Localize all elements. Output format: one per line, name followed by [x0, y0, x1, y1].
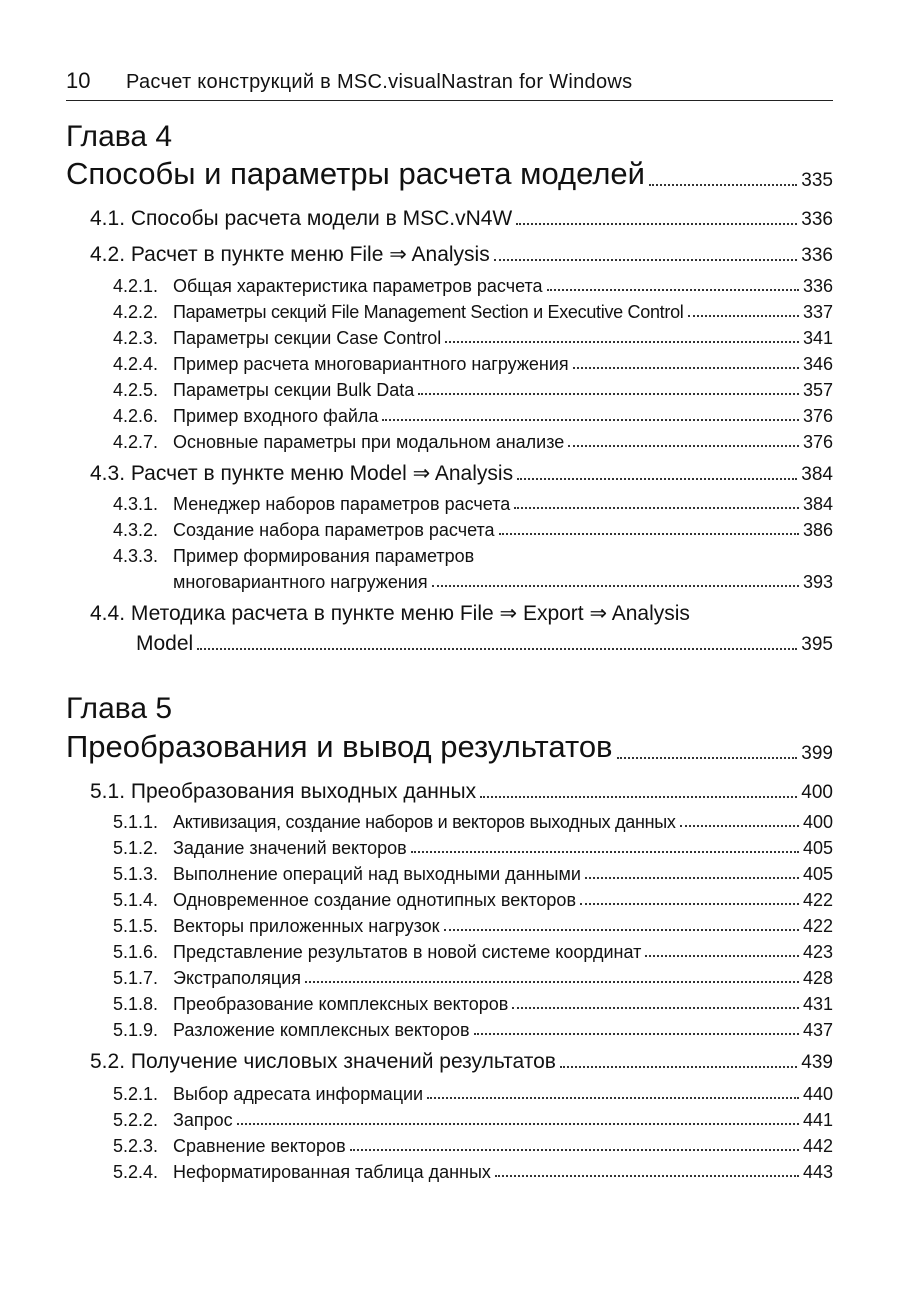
toc-entry-4-2[interactable] — [90, 242, 833, 267]
toc-entry-4-2-7[interactable] — [113, 432, 833, 453]
page-ref: 423 — [802, 942, 833, 962]
entry-title: Сравнение векторов — [173, 1136, 346, 1156]
page-ref: 386 — [802, 520, 833, 540]
leader-dots — [432, 585, 799, 587]
entry-title: Общая характеристика параметров расчета — [173, 276, 543, 296]
entry-title: Пример формирования параметров — [173, 546, 475, 566]
entry-number: 4.2.3. — [113, 328, 159, 348]
toc-entry-4-3-3-line1[interactable] — [113, 546, 833, 567]
page-ref: 400 — [801, 782, 833, 803]
leader-dots — [411, 851, 799, 853]
page-ref: 336 — [801, 209, 833, 230]
chapter-5-title[interactable] — [66, 729, 833, 765]
leader-dots — [617, 757, 798, 759]
entry-title: Задание значений векторов — [173, 838, 407, 858]
leader-dots — [494, 259, 798, 261]
page-ref: 431 — [802, 994, 833, 1014]
entry-title: Параметры секции Bulk Data — [173, 380, 415, 400]
leader-dots — [573, 367, 799, 369]
chapter-title-text: Преобразования и вывод результатов — [66, 729, 613, 764]
entry-title: Одновременное создание однотипных векторов — [173, 890, 577, 910]
section-title: 5.1. Преобразования выходных данных — [90, 780, 477, 803]
entry-number: 5.1.6. — [113, 942, 159, 962]
entry-number: 4.3.2. — [113, 520, 159, 540]
toc-entry-5-1-5[interactable] — [113, 916, 833, 937]
entry-title-continued: многовариантного нагружения — [173, 572, 428, 592]
toc-entry-4-4-line1[interactable]: 4.4. Методика расчета в пункте меню File ⇒ Export ⇒ Analysis — [90, 602, 690, 625]
page-ref: 393 — [802, 572, 833, 592]
toc-entry-4-2-6[interactable] — [113, 406, 833, 427]
toc-entry-5-1-1[interactable] — [113, 812, 833, 833]
toc-entry-4-3[interactable] — [90, 461, 833, 486]
leader-dots — [444, 929, 799, 931]
leader-dots — [197, 648, 797, 650]
leader-dots — [499, 533, 799, 535]
leader-dots — [418, 393, 799, 395]
entry-number: 4.3.3. — [113, 546, 159, 566]
entry-title: Параметры секций File Management Section и Executive Control — [173, 302, 684, 322]
leader-dots — [580, 903, 799, 905]
entry-title: Запрос — [173, 1110, 233, 1130]
running-header — [66, 66, 833, 101]
entry-number: 4.2.4. — [113, 354, 159, 374]
toc-entry-5-1-8[interactable] — [113, 994, 833, 1015]
entry-title: Неформатированная таблица данных — [173, 1162, 491, 1182]
leader-dots — [237, 1123, 799, 1125]
page-ref: 441 — [802, 1110, 833, 1130]
entry-number: 4.2.7. — [113, 432, 159, 452]
page-ref: 399 — [801, 743, 833, 764]
leader-dots — [680, 825, 799, 827]
entry-number: 5.1.3. — [113, 864, 159, 884]
page-ref: 422 — [802, 890, 833, 910]
leader-dots — [427, 1097, 799, 1099]
section-title: 4.3. Расчет в пункте меню Model ⇒ Analysis — [90, 462, 514, 485]
leader-dots — [568, 445, 799, 447]
entry-title: Параметры секции Case Control — [173, 328, 442, 348]
toc-entry-5-1-6[interactable] — [113, 942, 833, 963]
leader-dots — [514, 507, 799, 509]
entry-title: Преобразование комплексных векторов — [173, 994, 509, 1014]
toc-entry-4-2-4[interactable] — [113, 354, 833, 375]
entry-title: Активизация, создание наборов и векторов выходных данных — [173, 812, 676, 832]
entry-number: 5.2.1. — [113, 1084, 159, 1104]
leader-dots — [688, 315, 799, 317]
entry-number: 4.2.2. — [113, 302, 159, 322]
page-ref: 443 — [802, 1162, 833, 1182]
page-ref: 384 — [801, 464, 833, 485]
entry-number: 5.1.5. — [113, 916, 159, 936]
section-title: 5.2. Получение числовых значений результатов — [90, 1050, 556, 1073]
leader-dots — [495, 1175, 799, 1177]
leader-dots — [382, 419, 799, 421]
page-ref: 442 — [802, 1136, 833, 1156]
page-ref: 336 — [801, 245, 833, 266]
chapter-title-text: Способы и параметры расчета моделей — [66, 156, 645, 191]
page-ref: 335 — [801, 170, 833, 191]
entry-title: Выполнение операций над выходными данными — [173, 864, 581, 884]
page-ref: 422 — [802, 916, 833, 936]
leader-dots — [480, 796, 797, 798]
entry-number: 4.2.5. — [113, 380, 159, 400]
entry-title: Представление результатов в новой системе координат — [173, 942, 642, 962]
toc-entry-4-1[interactable] — [90, 207, 833, 231]
section-title: 4.2. Расчет в пункте меню File ⇒ Analysis — [90, 243, 490, 266]
entry-number: 4.2.1. — [113, 276, 159, 296]
toc-entry-4-2-3[interactable] — [113, 328, 833, 349]
section-title: 4.1. Способы расчета модели в MSC.vN4W — [90, 207, 513, 230]
toc-entry-5-1-7[interactable] — [113, 968, 833, 989]
page-number: 10 — [66, 68, 91, 93]
page-ref: 400 — [802, 812, 833, 832]
page-ref: 341 — [802, 328, 833, 348]
entry-number: 5.1.2. — [113, 838, 159, 858]
leader-dots — [585, 877, 799, 879]
toc-entry-5-1[interactable] — [90, 780, 833, 804]
chapter-4-title[interactable] — [66, 156, 833, 192]
entry-number: 4.3.1. — [113, 494, 159, 514]
entry-number: 5.2.2. — [113, 1110, 159, 1130]
leader-dots — [547, 289, 799, 291]
leader-dots — [649, 184, 797, 186]
toc-entry-4-2-2[interactable] — [113, 302, 833, 323]
toc-entry-4-4-line2[interactable] — [136, 632, 833, 656]
toc-entry-5-2-4[interactable] — [113, 1162, 833, 1183]
page-ref: 346 — [802, 354, 833, 374]
page-ref: 357 — [802, 380, 833, 400]
toc-entry-5-1-3[interactable] — [113, 864, 833, 885]
toc-entry-5-2-3[interactable] — [113, 1136, 833, 1157]
entry-title: Пример расчета многовариантного нагружения — [173, 354, 569, 374]
entry-number: 5.1.9. — [113, 1020, 159, 1040]
toc-entry-4-3-1[interactable] — [113, 494, 833, 515]
entry-title: Векторы приложенных нагрузок — [173, 916, 440, 936]
entry-title: Основные параметры при модальном анализе — [173, 432, 565, 452]
leader-dots — [474, 1033, 799, 1035]
toc-entry-5-2-2[interactable] — [113, 1110, 833, 1131]
toc-entry-5-1-9[interactable] — [113, 1020, 833, 1041]
toc-entry-4-3-3-line2[interactable] — [173, 572, 833, 593]
toc-entry-4-2-1[interactable] — [113, 276, 833, 297]
chapter-4-label: Глава 4 — [66, 120, 173, 153]
toc-entry-4-3-2[interactable] — [113, 520, 833, 541]
page-ref: 384 — [802, 494, 833, 514]
leader-dots — [517, 478, 797, 480]
running-title: Расчет конструкций в MSC.visualNastran for Windows — [126, 71, 633, 93]
toc-entry-5-1-4[interactable] — [113, 890, 833, 911]
leader-dots — [350, 1149, 799, 1151]
toc-entry-5-1-2[interactable] — [113, 838, 833, 859]
page-ref: 405 — [802, 864, 833, 884]
page-ref: 376 — [802, 406, 833, 426]
entry-title: Создание набора параметров расчета — [173, 520, 495, 540]
page-ref: 428 — [802, 968, 833, 988]
entry-title: Выбор адресата информации — [173, 1084, 424, 1104]
entry-number: 5.2.4. — [113, 1162, 159, 1182]
page-ref: 440 — [802, 1084, 833, 1104]
entry-title: Менеджер наборов параметров расчета — [173, 494, 511, 514]
leader-dots — [305, 981, 799, 983]
entry-title: Пример входного файла — [173, 406, 379, 426]
toc-entry-4-2-5[interactable] — [113, 380, 833, 401]
page-ref: 405 — [802, 838, 833, 858]
leader-dots — [560, 1066, 797, 1068]
page-ref: 439 — [801, 1052, 833, 1073]
leader-dots — [645, 955, 799, 957]
toc-entry-5-2[interactable] — [90, 1050, 833, 1074]
toc-entry-5-2-1[interactable] — [113, 1084, 833, 1105]
entry-number: 5.1.4. — [113, 890, 159, 910]
leader-dots — [512, 1007, 799, 1009]
page-ref: 337 — [802, 302, 833, 322]
entry-number: 5.1.8. — [113, 994, 159, 1014]
entry-number: 5.1.7. — [113, 968, 159, 988]
entry-number: 4.2.6. — [113, 406, 159, 426]
page-ref: 376 — [802, 432, 833, 452]
entry-title-continued: Model — [136, 632, 194, 655]
page-ref: 336 — [802, 276, 833, 296]
leader-dots — [516, 223, 797, 225]
leader-dots — [445, 341, 799, 343]
page-ref: 437 — [802, 1020, 833, 1040]
chapter-5-label: Глава 5 — [66, 692, 173, 725]
entry-number: 5.1.1. — [113, 812, 159, 832]
entry-title: Разложение комплексных векторов — [173, 1020, 470, 1040]
entry-number: 5.2.3. — [113, 1136, 159, 1156]
entry-title: Экстраполяция — [173, 968, 302, 988]
page-ref: 395 — [801, 634, 833, 655]
